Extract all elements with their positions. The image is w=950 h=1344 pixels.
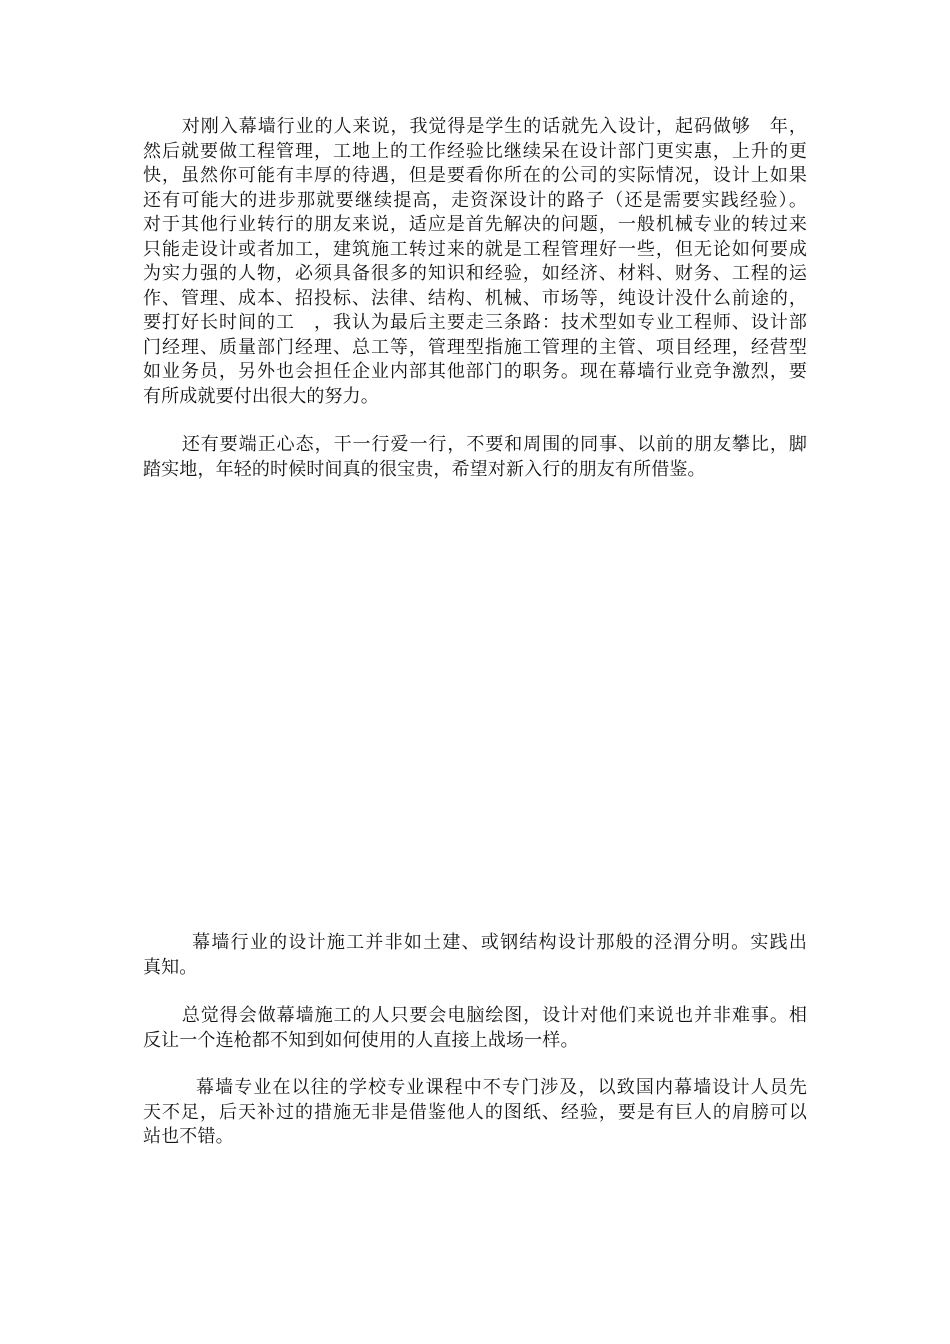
text-line [143, 1004, 807, 1029]
text-run: 还有要端正心态，干一行爱一行，不要和周围的同事、以前的朋友攀比，脚 [181, 434, 807, 455]
text-line: 只能走设计或者加工，建筑施工转过来的就是工程管理好一些，但无论如何要成 [143, 238, 807, 260]
paragraph-education [143, 1076, 807, 1150]
text-line [143, 433, 807, 458]
text-line: 踏实地，年轻的时候时间真的很宝贵，希望对新入行的朋友有所借鉴。 [143, 458, 706, 480]
text-line: 站也不错。 [143, 1126, 234, 1147]
text-line [143, 931, 807, 956]
text-run: 对刚入幕墙行业的人来说，我觉得是学生的话就先入设计，起码做够 年， [181, 116, 807, 137]
text-line: 快，虽然你可能有丰厚的待遇，但是要看你所在的公司的实际情况，设计上如果 [143, 165, 807, 186]
text-line: 反让一个连枪都不知到如何使用的人直接上战场一样。 [143, 1029, 579, 1051]
text-line: 作、管理、成本、招投标、法律、结构、机械、市场等，纯设计没什么前途的， [143, 287, 807, 309]
paragraph-drawing-skills [143, 1004, 807, 1053]
text-line: 要打好长时间的工 ，我认为最后主要走三条路：技术型如专业工程师、设计部 [143, 312, 807, 333]
text-line [143, 1076, 807, 1101]
text-run: 总觉得会做幕墙施工的人只要会电脑绘图，设计对他们来说也并非难事。相 [181, 1005, 807, 1026]
paragraph-mindset [143, 433, 807, 482]
text-run: 幕墙行业的设计施工并非如土建、或钢结构设计那般的泾渭分明。实践出 [191, 932, 807, 953]
text-line [143, 115, 807, 140]
paragraph-career-advice [143, 115, 807, 409]
text-line: 为实力强的人物，必须具备很多的知识和经验，如经济、材料、财务、工程的运 [143, 263, 807, 284]
text-line: 天不足，后天补过的措施无非是借鉴他人的图纸、经验，要是有巨人的肩膀可以 [143, 1101, 807, 1123]
text-line: 有所成就要付出很大的努力。 [143, 385, 379, 407]
paragraph-design-construction [143, 931, 807, 980]
text-line: 门经理、质量部门经理、总工等，管理型指施工管理的主管、项目经理，经营型 [143, 336, 807, 358]
text-line: 如业务员，另外也会担任企业内部其他部门的职务。现在幕墙行业竞争激烈，要 [143, 361, 807, 382]
text-line: 真知。 [143, 956, 198, 978]
text-run: 幕墙专业在以往的学校专业课程中不专门涉及，以致国内幕墙设计人员先 [195, 1077, 807, 1098]
text-line: 对于其他行业转行的朋友来说，适应是首先解决的问题，一般机械专业的转过来 [143, 214, 807, 235]
text-line: 还有可能大的进步那就要继续提高，走资深设计的路子（还是需要实践经验）。 [143, 189, 807, 211]
text-line: 然后就要做工程管理，工地上的工作经验比继续呆在设计部门更实惠，上升的更 [143, 140, 807, 162]
